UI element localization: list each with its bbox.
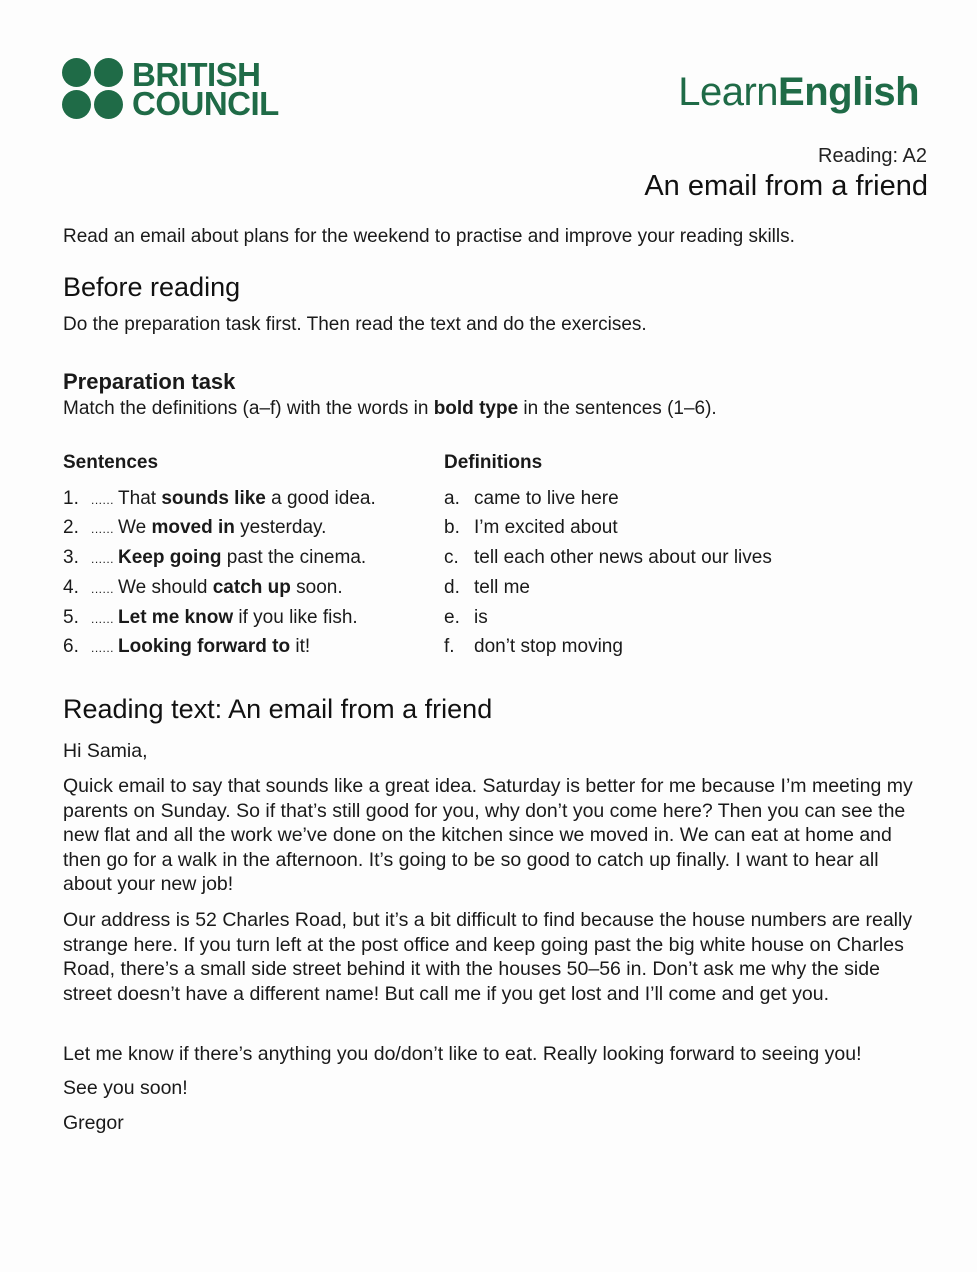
email-paragraph-2: Our address is 52 Charles Road, but it’s a bit difficult to find because the house numbers are really strange here. If you turn left at the post office and keep going past the big white house on Charles Road, there’s a small side street behind it with the houses 50–56 in. Don’t ask me why the side street doesn’t have a different name! But call me if you get lost and I’ll come and get you. — [63, 909, 913, 1005]
definition-row: c. tell each other news about our lives — [444, 547, 772, 568]
level-label: Reading: A2 — [818, 145, 927, 167]
reading-text-heading: Reading text: An email from a friend — [63, 694, 493, 724]
definition-row: a. came to live here — [444, 488, 619, 509]
definition-row: e. is — [444, 607, 488, 628]
sentence-row: 2. ...... We moved in yesterday. — [63, 517, 327, 538]
sentences-heading: Sentences — [63, 452, 159, 473]
email-paragraph-3: Let me know if there’s anything you do/don’t like to eat. Really looking forward to seeing you! — [63, 1043, 862, 1065]
british-council-logo — [62, 58, 279, 120]
preparation-task-heading: Preparation task — [63, 369, 236, 394]
answer-blank: ...... — [91, 612, 115, 626]
definition-row: f. don’t stop moving — [444, 636, 623, 657]
email-signoff: See you soon! — [63, 1077, 188, 1099]
before-reading-text: Do the preparation task first. Then read the text and do the exercises. — [63, 314, 647, 335]
answer-blank: ...... — [91, 641, 115, 655]
answer-blank: ...... — [91, 522, 115, 536]
answer-blank: ...... — [91, 582, 115, 596]
email-sender-name: Gregor — [63, 1112, 124, 1134]
definition-row: b. I’m excited about — [444, 517, 618, 538]
intro-text: Read an email about plans for the weekend to practise and improve your reading skills. — [63, 226, 795, 247]
email-paragraph-1: Quick email to say that sounds like a great idea. Saturday is better for me because I’m meeting my parents on Sunday. So if that’s still good for you, why don’t you come here? Then you can see the new flat and all the work we’ve done on the kitchen since we moved in. We can eat at home and then go for a walk in the afternoon. It’s going to be so good to catch up finally. I want to hear all about your new job! — [63, 775, 913, 895]
answer-blank: ...... — [91, 493, 115, 507]
preparation-task-instructions: Match the definitions (a–f) with the words in bold type in the sentences (1–6). — [63, 398, 717, 419]
page-title: An email from a friend — [644, 170, 928, 202]
sentence-row: 5. ...... Let me know if you like fish. — [63, 607, 358, 628]
sentence-row: 6. ...... Looking forward to it! — [63, 636, 311, 657]
sentence-row: 1. ...... That sounds like a good idea. — [63, 488, 376, 509]
british-council-dots-icon — [62, 58, 124, 120]
email-greeting: Hi Samia, — [63, 740, 148, 762]
british-council-wordmark: BRITISH COUNCIL — [132, 56, 279, 122]
before-reading-heading: Before reading — [63, 272, 241, 302]
sentence-row: 4. ...... We should catch up soon. — [63, 577, 343, 598]
sentence-row: 3. ...... Keep going past the cinema. — [63, 547, 367, 568]
definition-row: d. tell me — [444, 577, 530, 598]
definitions-heading: Definitions — [444, 452, 543, 473]
learnenglish-logo: LearnEnglish — [678, 70, 919, 114]
answer-blank: ...... — [91, 552, 115, 566]
